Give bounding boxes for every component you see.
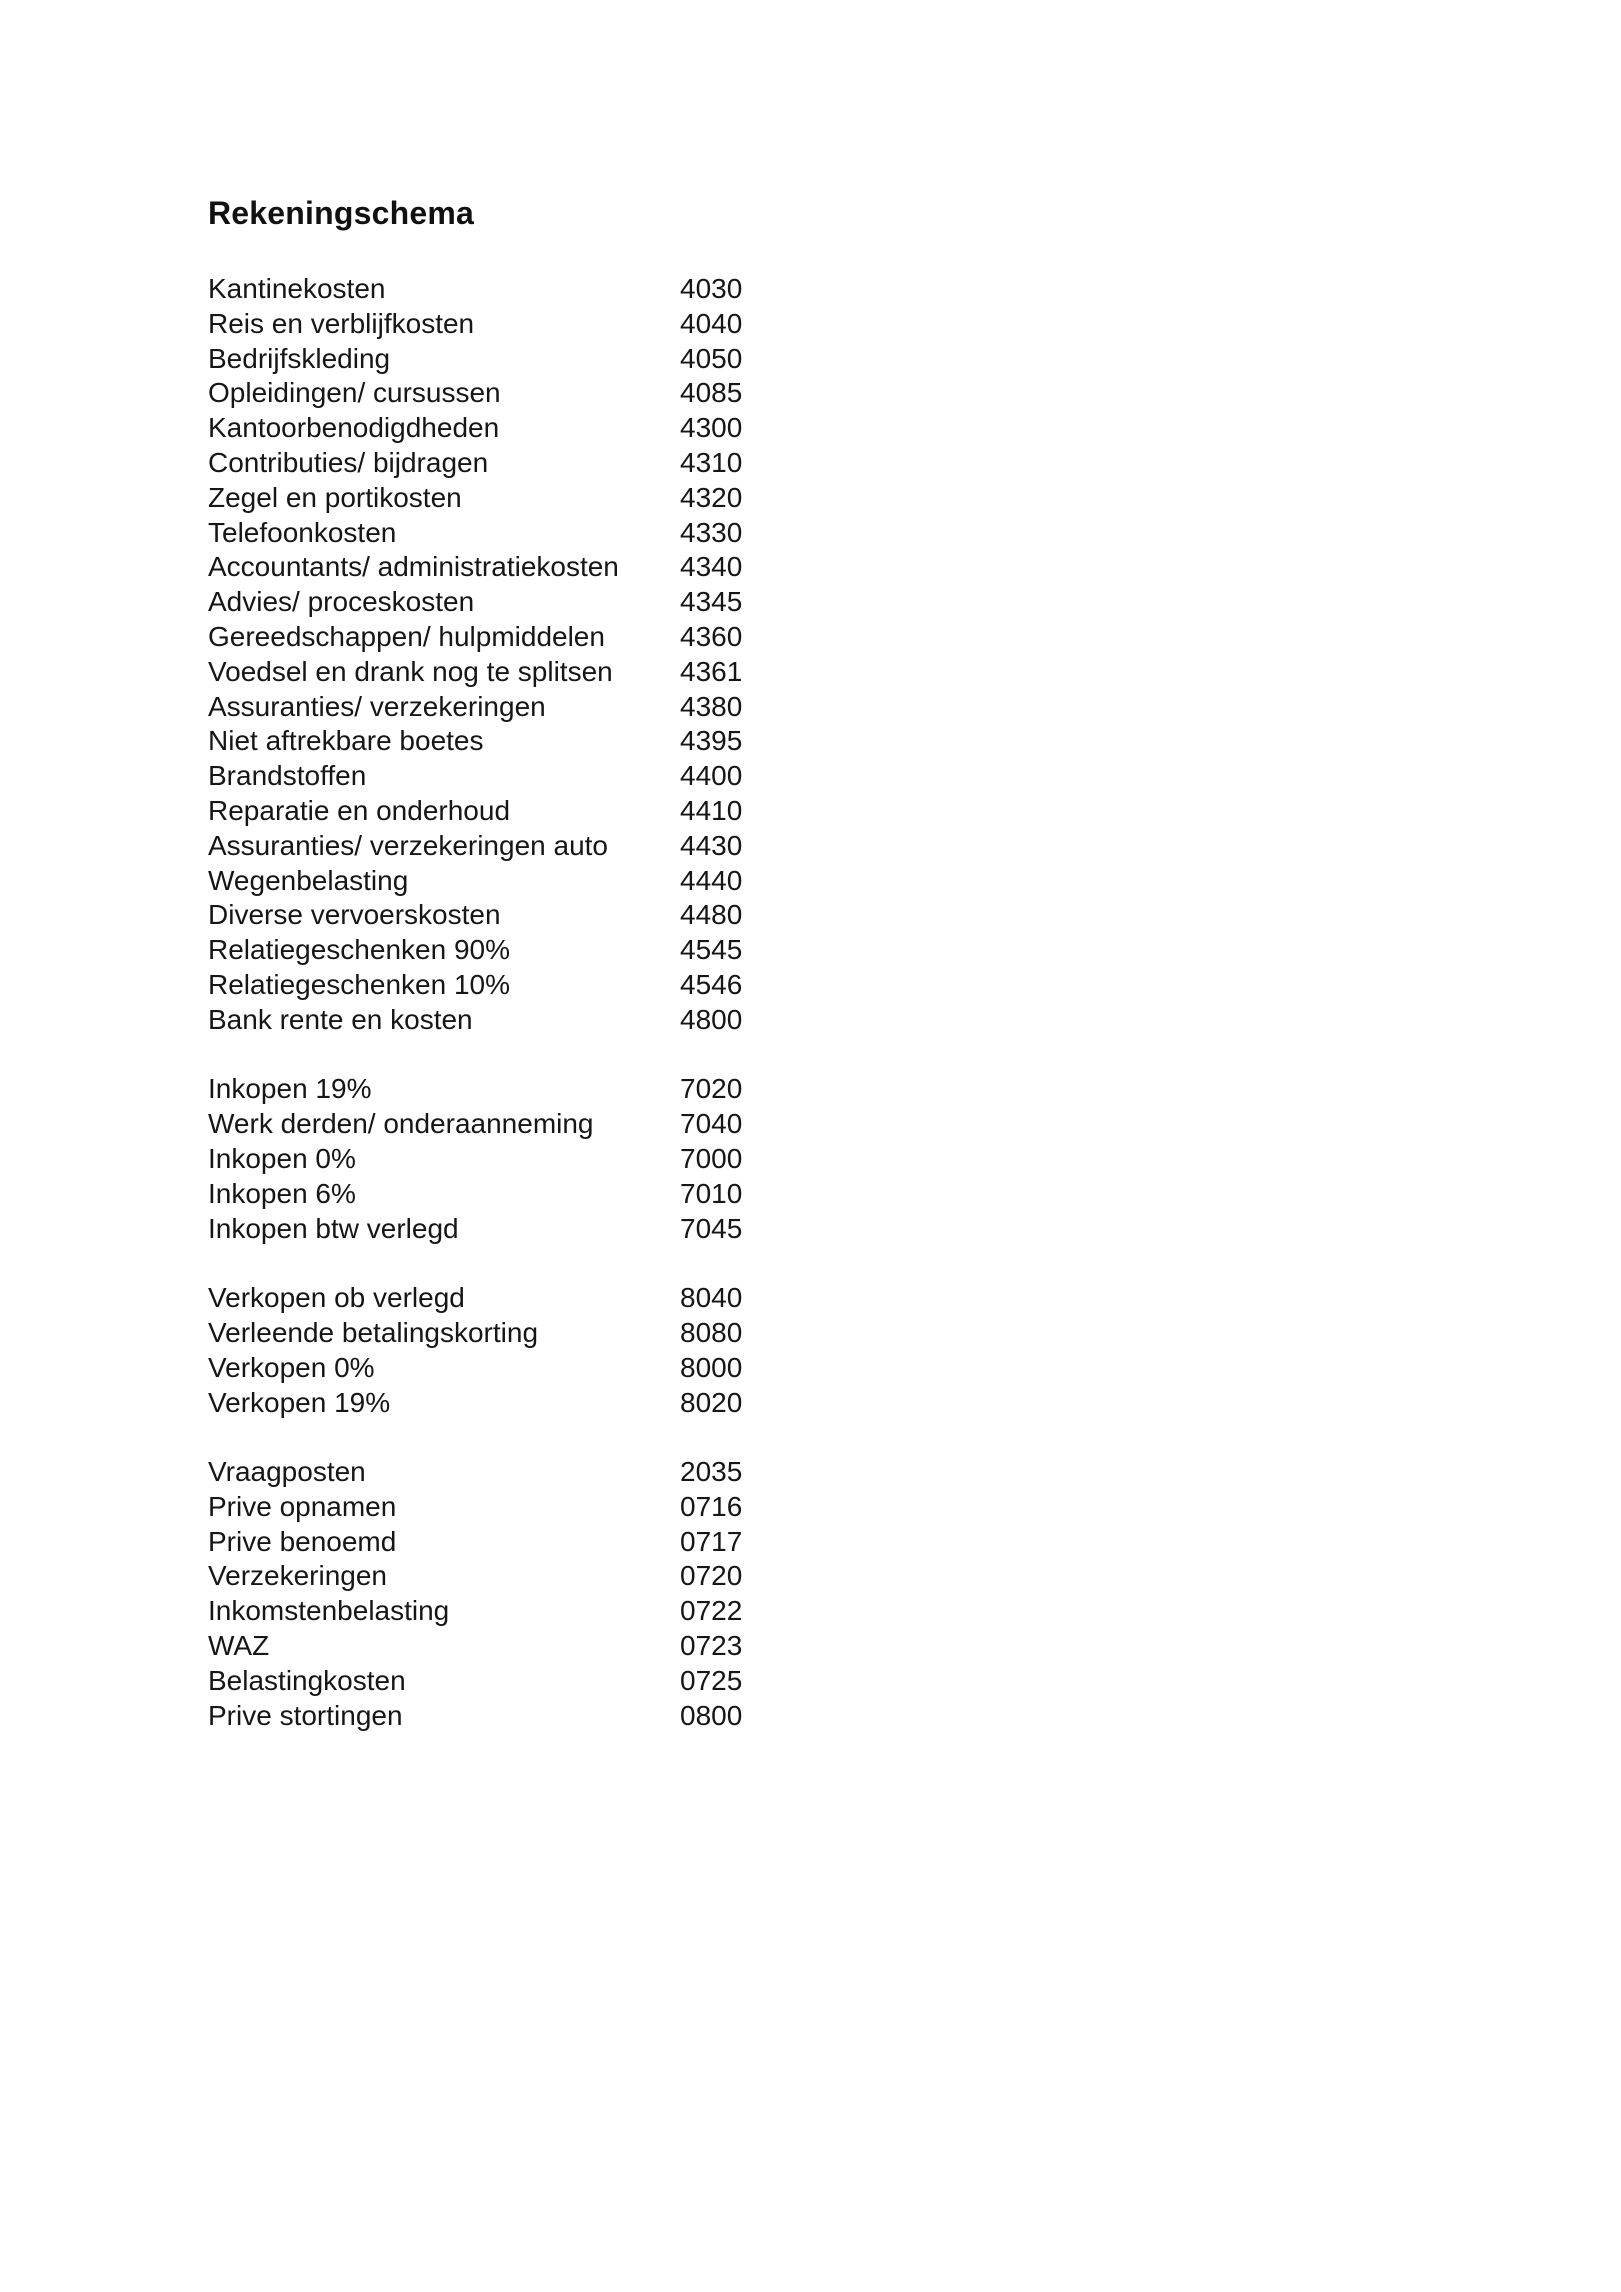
account-name: Relatiegeschenken 10% — [208, 968, 510, 1000]
account-name: Inkopen 6% — [208, 1177, 356, 1209]
account-code: 4050 — [680, 342, 743, 374]
account-code: 4380 — [680, 690, 743, 722]
account-name: Werk derden/ onderaanneming — [208, 1108, 594, 1140]
account-row — [208, 1003, 1418, 1038]
account-row — [208, 1594, 1418, 1629]
account-row — [208, 620, 1418, 655]
account-name: Advies/ proceskosten — [208, 586, 475, 618]
account-name: Opleidingen/ cursussen — [208, 377, 501, 409]
document-content — [208, 195, 1418, 1733]
account-name: Prive benoemd — [208, 1525, 397, 1557]
account-code: 4430 — [680, 829, 743, 861]
account-row — [208, 446, 1418, 481]
account-code: 4040 — [680, 307, 743, 339]
account-code: 4361 — [680, 655, 743, 687]
account-code: 4345 — [680, 586, 743, 618]
account-name: Bank rente en kosten — [208, 1003, 473, 1035]
account-code: 8080 — [680, 1316, 743, 1348]
account-code: 2035 — [680, 1456, 743, 1488]
account-row — [208, 1351, 1418, 1386]
account-row — [208, 829, 1418, 864]
account-code: 0716 — [680, 1490, 743, 1522]
account-code: 4410 — [680, 794, 743, 826]
account-code: 4310 — [680, 446, 743, 478]
account-name: Verkopen ob verlegd — [208, 1282, 465, 1314]
account-code: 0800 — [680, 1699, 743, 1731]
account-name: Prive opnamen — [208, 1490, 397, 1522]
account-name: Assuranties/ verzekeringen auto — [208, 829, 608, 861]
account-name: Kantoorbenodigdheden — [208, 412, 500, 444]
account-row — [208, 1559, 1418, 1594]
account-code: 4400 — [680, 760, 743, 792]
account-code: 4360 — [680, 620, 743, 652]
account-code: 8040 — [680, 1282, 743, 1314]
account-code: 0725 — [680, 1664, 743, 1696]
account-row — [208, 690, 1418, 725]
account-row — [208, 411, 1418, 446]
account-code: 7040 — [680, 1108, 743, 1140]
account-row — [208, 1455, 1418, 1490]
account-name: Verkopen 19% — [208, 1386, 391, 1418]
account-name: Bedrijfskleding — [208, 342, 391, 374]
account-row — [208, 516, 1418, 551]
account-code: 7020 — [680, 1073, 743, 1105]
account-code: 0722 — [680, 1595, 743, 1627]
account-code: 4545 — [680, 934, 743, 966]
account-row — [208, 1525, 1418, 1560]
account-name: Reparatie en onderhoud — [208, 794, 511, 826]
account-code: 4395 — [680, 725, 743, 757]
account-row — [208, 655, 1418, 690]
account-row — [208, 585, 1418, 620]
account-name: Zegel en portikosten — [208, 481, 462, 513]
account-code: 7000 — [680, 1142, 743, 1174]
account-name: Niet aftrekbare boetes — [208, 725, 484, 757]
account-row — [208, 1072, 1418, 1107]
account-code: 7010 — [680, 1177, 743, 1209]
account-row — [208, 307, 1418, 342]
account-code: 8000 — [680, 1351, 743, 1383]
account-section — [208, 1281, 1418, 1420]
account-code: 4030 — [680, 273, 743, 304]
account-row — [208, 1142, 1418, 1177]
account-code: 0723 — [680, 1630, 743, 1662]
account-code: 4300 — [680, 412, 743, 444]
account-name: Verzekeringen — [208, 1560, 388, 1592]
account-name: Contributies/ bijdragen — [208, 446, 489, 478]
account-name: Inkopen 0% — [208, 1142, 356, 1174]
account-row — [208, 272, 1418, 307]
account-row — [208, 342, 1418, 377]
account-name: Diverse vervoerskosten — [208, 899, 501, 931]
account-row — [208, 481, 1418, 516]
account-code: 4800 — [680, 1003, 743, 1035]
account-code: 0720 — [680, 1560, 743, 1592]
account-row — [208, 1629, 1418, 1664]
account-row — [208, 933, 1418, 968]
account-name: Gereedschappen/ hulpmiddelen — [208, 620, 605, 652]
account-row — [208, 864, 1418, 899]
account-row — [208, 724, 1418, 759]
account-row — [208, 1107, 1418, 1142]
account-name: WAZ — [208, 1630, 270, 1662]
account-row — [208, 1490, 1418, 1525]
account-name: Verleende betalingskorting — [208, 1316, 539, 1348]
account-name: Relatiegeschenken 90% — [208, 934, 510, 966]
page-title: Rekeningschema — [208, 195, 475, 231]
account-name: Wegenbelasting — [208, 864, 409, 896]
account-name: Brandstoffen — [208, 760, 367, 792]
account-code: 4320 — [680, 481, 743, 513]
account-name: Vraagposten — [208, 1456, 366, 1488]
account-row — [208, 968, 1418, 1003]
account-row — [208, 1664, 1418, 1699]
account-section — [208, 1072, 1418, 1246]
account-name: Accountants/ administratiekosten — [208, 551, 619, 583]
account-name: Kantinekosten — [208, 273, 386, 304]
account-name: Verkopen 0% — [208, 1351, 375, 1383]
account-name: Prive stortingen — [208, 1699, 403, 1731]
account-row — [208, 1212, 1418, 1247]
account-code: 4085 — [680, 377, 743, 409]
account-row — [208, 794, 1418, 829]
account-row — [208, 1699, 1418, 1734]
account-name: Belastingkosten — [208, 1664, 406, 1696]
account-name: Telefoonkosten — [208, 516, 397, 548]
account-name: Inkomstenbelasting — [208, 1595, 450, 1627]
account-code: 4480 — [680, 899, 743, 931]
account-row — [208, 898, 1418, 933]
account-name: Reis en verblijfkosten — [208, 307, 475, 339]
account-name: Assuranties/ verzekeringen — [208, 690, 546, 722]
account-code: 4546 — [680, 968, 743, 1000]
account-code: 0717 — [680, 1525, 743, 1557]
account-row — [208, 376, 1418, 411]
account-row — [208, 550, 1418, 585]
account-row — [208, 1177, 1418, 1212]
account-name: Inkopen btw verlegd — [208, 1212, 459, 1244]
account-code: 8020 — [680, 1386, 743, 1418]
account-section — [208, 272, 1418, 1038]
account-code: 4330 — [680, 516, 743, 548]
account-row — [208, 1316, 1418, 1351]
account-code: 7045 — [680, 1212, 743, 1244]
account-row — [208, 1281, 1418, 1316]
account-section — [208, 1455, 1418, 1733]
account-name: Inkopen 19% — [208, 1073, 372, 1105]
account-row — [208, 1386, 1418, 1421]
account-list — [208, 272, 1418, 1733]
account-code: 4340 — [680, 551, 743, 583]
account-name: Voedsel en drank nog te splitsen — [208, 655, 613, 687]
account-row — [208, 759, 1418, 794]
account-code: 4440 — [680, 864, 743, 896]
